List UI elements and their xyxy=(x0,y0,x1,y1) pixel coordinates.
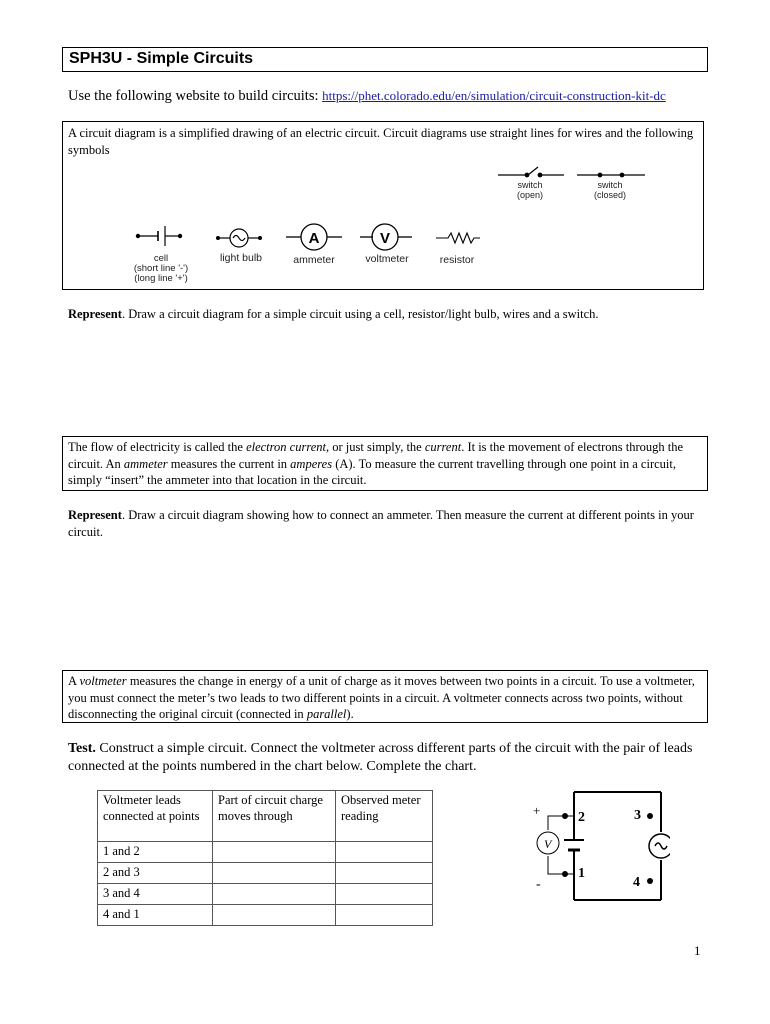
light-bulb-symbol xyxy=(217,229,262,247)
voltmeter-chart xyxy=(97,790,433,926)
table-cell[interactable] xyxy=(336,842,433,863)
circuit-label-1: 1 xyxy=(578,866,585,881)
switch-open-symbol xyxy=(498,167,564,177)
table-cell: 3 and 4 xyxy=(98,884,213,905)
table-cell[interactable] xyxy=(213,842,336,863)
light-bulb-label: light bulb xyxy=(219,252,263,264)
voltmeter-glyph: V xyxy=(379,230,391,247)
table-cell: 2 and 3 xyxy=(98,863,213,884)
table-header: Observed meter reading xyxy=(336,791,433,842)
circuit-wires xyxy=(574,792,661,900)
cell-symbol xyxy=(136,226,181,246)
switch-closed-symbol xyxy=(577,173,645,177)
page-title: SPH3U - Simple Circuits xyxy=(62,47,708,72)
voltmeter-info-box: A voltmeter measures the change in energy of a unit of charge as it moves between two points in a circuit. To use a voltmeter, you must connect the meter’s two leads to two different points in a circuit. A voltmeter connects across two points, without disconnecting the original circuit (connected in parallel). xyxy=(62,670,708,723)
table-cell[interactable] xyxy=(336,863,433,884)
table-row xyxy=(98,842,433,863)
table-cell[interactable] xyxy=(213,884,336,905)
table-cell[interactable] xyxy=(336,905,433,926)
test-circuit-diagram xyxy=(528,784,670,906)
table-header: Part of circuit charge moves through xyxy=(213,791,336,842)
represent-task-1: Represent. Draw a circuit diagram for a simple circuit using a cell, resistor/light bulb, wires and a switch. xyxy=(68,307,599,321)
circuit-label-3: 3 xyxy=(634,808,641,823)
symbols-info-text: A circuit diagram is a simplified drawing of an electric circuit. Circuit diagrams use straight lines for wires and the following symbols xyxy=(68,126,694,157)
page-number: 1 xyxy=(694,943,701,958)
circuit-label-2: 2 xyxy=(578,810,585,825)
table-row xyxy=(98,863,433,884)
circuit-bulb xyxy=(649,834,670,858)
voltmeter-label: voltmeter xyxy=(365,253,409,265)
table-cell: 1 and 2 xyxy=(98,842,213,863)
intro-line xyxy=(68,88,666,105)
table-cell[interactable] xyxy=(213,863,336,884)
circuit-voltmeter-glyph: V xyxy=(544,837,552,851)
table-header: Voltmeter leads connected at points xyxy=(98,791,213,842)
table-cell[interactable] xyxy=(213,905,336,926)
table-row xyxy=(98,884,433,905)
test-task: Test. Construct a simple circuit. Connect the voltmeter across different parts of the circuit with the pair of leads connected at the points numbered in the chart below. Complete the chart. xyxy=(68,741,693,774)
table-row xyxy=(98,905,433,926)
phet-link[interactable]: https://phet.colorado.edu/en/simulation/circuit-construction-kit-dc xyxy=(322,88,666,103)
switch-open-label: switch (open) xyxy=(516,180,543,200)
table-header-row xyxy=(98,791,433,842)
circuit-voltmeter-leads xyxy=(537,816,574,874)
intro-text: Use the following website to build circuits: xyxy=(68,88,323,104)
resistor-label: resistor xyxy=(439,254,475,266)
circuit-minus: - xyxy=(536,877,541,892)
table-cell: 4 and 1 xyxy=(98,905,213,926)
represent-task-2: Represent. Draw a circuit diagram showing how to connect an ammeter. Then measure the current at different points in your circuit. xyxy=(68,508,694,539)
circuit-label-4: 4 xyxy=(633,875,640,890)
table-cell[interactable] xyxy=(336,884,433,905)
circuit-plus: + xyxy=(533,803,541,818)
circuit-battery xyxy=(564,840,584,850)
ammeter-label: ammeter xyxy=(293,254,335,266)
cell-label: cell (short line '-') (long line '+') xyxy=(133,253,189,284)
ammeter-glyph: A xyxy=(308,230,320,247)
resistor-symbol xyxy=(436,233,480,243)
current-info-box: The flow of electricity is called the electron current, or just simply, the current. It is the movement of electrons through the circuit. An ammeter measures the current in amperes (A). To measure the current travelling through one point in a circuit, simply “insert” the ammeter into that location in the circuit. xyxy=(62,436,708,491)
switch-closed-label: switch (closed) xyxy=(593,180,626,200)
